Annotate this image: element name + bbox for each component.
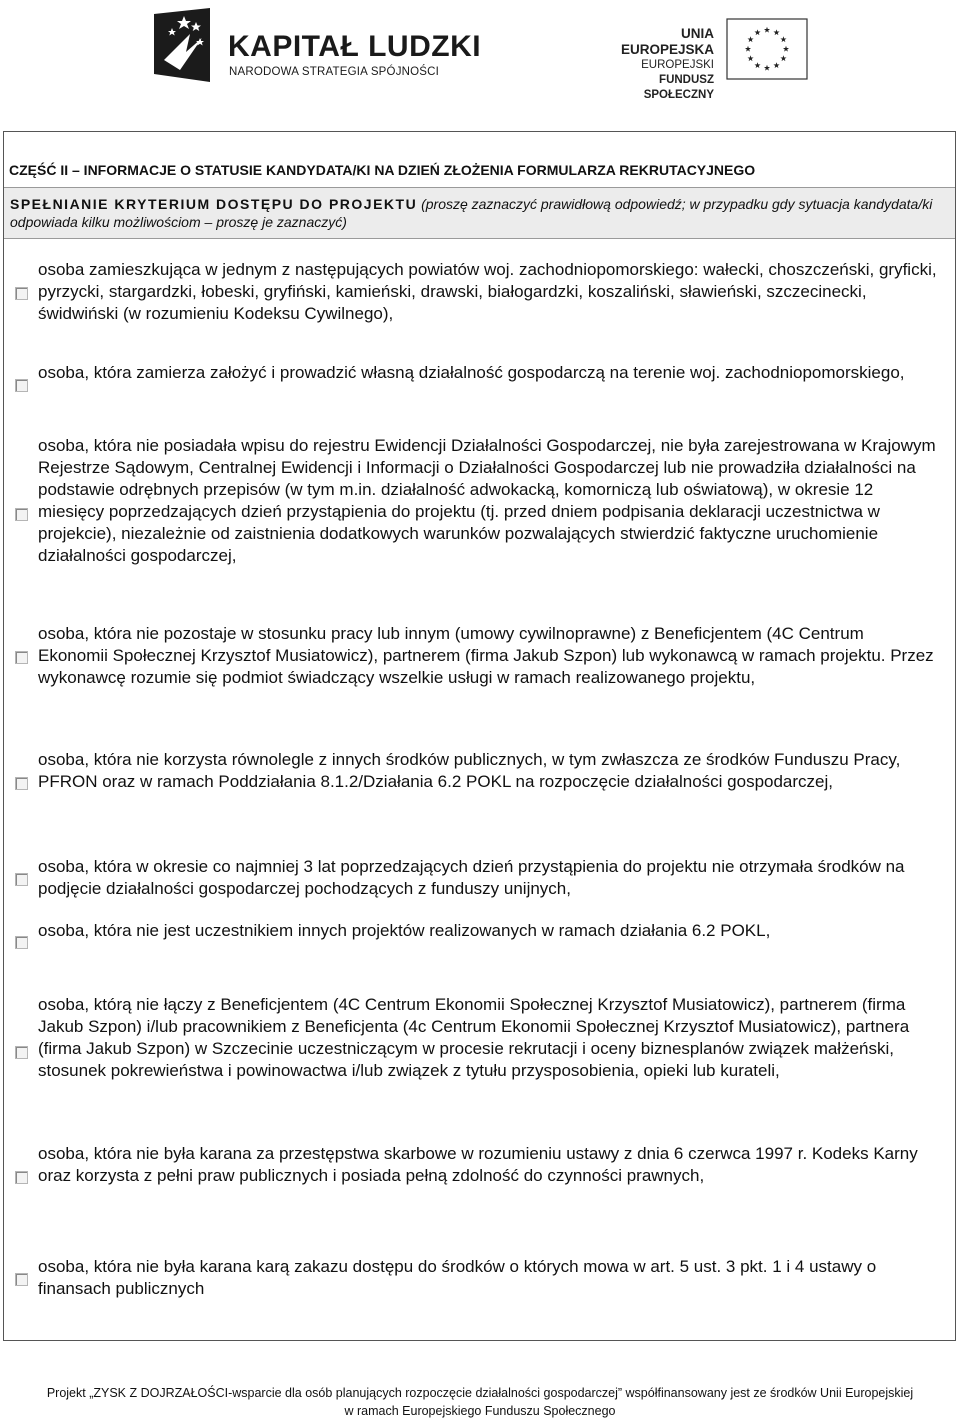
criteria-heading: SPEŁNIANIE KRYTERIUM DOSTĘPU DO PROJEKTU — [10, 196, 418, 212]
kapital-ludzki-subtitle: NARODOWA STRATEGIA SPÓJNOŚCI — [229, 66, 440, 78]
criterion-checkbox[interactable] — [15, 651, 28, 664]
criterion-text: osoba, która nie posiadała wpisu do rejestru Ewidencji Działalności Gospodarczej, nie była zarejestrowana w Krajowym Rejestrze Sądowym, Centralnej Ewidencji i Informacji o Działalności Gospodarczej lub nie prowadziła działalności na podstawie odrębnych przepisów (w tym m.in. działalność adwokacką, komorniczą lub oświatową), w okresie 12 miesięcy poprzedzających dzień przystąpienia do projektu (tj. przed dniem podpisania deklaracji uczestnictwa w projekcie), niezależnie od zaistnienia dodatkowych warunków pozwalających stwierdzić faktyczne uruchomienie działalności gospodarczej, — [38, 436, 936, 565]
criterion-text: osoba, która zamierza założyć i prowadzić własną działalność gospodarczą na terenie woj. zachodniopomorskiego, — [38, 363, 905, 382]
eu-logo-line1: UNIA EUROPEJSKA — [620, 26, 714, 57]
page-header — [0, 0, 960, 105]
criterion-checkbox[interactable] — [15, 777, 28, 790]
kapital-ludzki-emblem-icon — [150, 8, 214, 82]
criterion-checkbox[interactable] — [15, 1273, 28, 1286]
criterion-text: osoba, która w okresie co najmniej 3 lat poprzedzających dzień przystąpienia do projektu nie otrzymała środków na podjęcie działalności gospodarczej pochodzących z funduszy unijnych, — [38, 857, 905, 898]
criterion-checkbox[interactable] — [15, 287, 28, 300]
criterion-text: osoba, która nie pozostaje w stosunku pracy lub innym (umowy cywilnoprawne) z Beneficjentem (4C Centrum Ekonomii Społecznej Krzysztof Musiatowicz), partnerem (firma Jakub Szpon) lub wykonawcą w ramach projektu. Przez wykonawcę rozumie się podmiot świadczący wszelkie usługi w ramach realizowanego projektu, — [38, 624, 934, 687]
criterion-checkbox[interactable] — [15, 873, 28, 886]
criteria-header — [4, 187, 955, 239]
criterion-text: osoba, którą nie łączy z Beneficjentem (4C Centrum Ekonomii Społecznej Krzysztof Musiatowicz), partnerem (firma Jakub Szpon) i/lub pracownikiem z Beneficjenta (4c Centrum Ekonomii Społecznej Krzysztof Musiatowicz), partnera (firma Jakub Szpon) w Szczecinie uczestniczącym w procesie rekrutacji i oceny biznesplanów związek małżeński, stosunek pokrewieństwa i powinowactwa i/lub związek z tytułu przysposobienia, opieki lub kurateli, — [38, 995, 910, 1080]
criterion-text: osoba, która nie jest uczestnikiem innych projektów realizowanych w ramach działania 6.2 POKL, — [38, 921, 771, 940]
kapital-ludzki-title: KAPITAŁ LUDZKI — [228, 30, 482, 63]
criterion-text: osoba, która nie korzysta równolegle z innych środków publicznych, w tym zwłaszcza ze środków Funduszu Pracy, PFRON oraz w ramach Poddziałania 8.1.2/Działania 6.2 POKL na rozpoczęcie działalności gospodarczej, — [38, 750, 901, 791]
eu-logo-line3: FUNDUSZ SPOŁECZNY — [643, 74, 714, 101]
page-footer — [0, 1384, 960, 1420]
eu-logo-line2: EUROPEJSKI — [641, 59, 714, 71]
criterion-checkbox[interactable] — [15, 1046, 28, 1059]
section-title: CZĘŚĆ II – INFORMACJE O STATUSIE KANDYDATA/KI NA DZIEŃ ZŁOŻENIA FORMULARZA REKRUTACYJNEGO — [9, 162, 756, 178]
criteria-instruction: (proszę zaznaczyć prawidłową odpowiedź; w przypadku gdy sytuacja kandydata/ki odpowiada kilku możliwościom – proszę je zaznaczyć) — [10, 196, 933, 230]
criterion-checkbox[interactable] — [15, 379, 28, 392]
kapital-ludzki-logo — [150, 8, 482, 88]
footer-line2: w ramach Europejskiego Funduszu Społecznego — [344, 1404, 616, 1418]
eu-logo — [596, 26, 926, 101]
criterion-text: osoba zamieszkująca w jednym z następujących powiatów woj. zachodniopomorskiego: wałecki, choszczeński, gryficki, pyrzycki, stargardzki, łobeski, gryfiński, kamieński, drawski, białogardzki, koszaliński, sławieński, szczecinecki, świdwiński (w rozumieniu Kodeksu Cywilnego), — [38, 260, 937, 323]
form-section — [3, 131, 956, 1341]
criterion-checkbox[interactable] — [15, 936, 28, 949]
eu-stars-icon — [726, 18, 808, 80]
criterion-text: osoba, która nie była karana za przestępstwa skarbowe w rozumieniu ustawy z dnia 6 czerwca 1997 r. Kodeks Karny oraz korzysta z pełni praw publicznych i posiada pełną zdolność do czynności prawnych, — [38, 1144, 918, 1185]
footer-line1: Projekt „ZYSK Z DOJRZAŁOŚCI-wsparcie dla osób planujących rozpoczęcie działalności gospodarczej” współfinansowany jest ze środków Unii Europejskiej — [46, 1386, 914, 1400]
criterion-checkbox[interactable] — [15, 508, 28, 521]
criterion-checkbox[interactable] — [15, 1171, 28, 1184]
criterion-text: osoba, która nie była karana karą zakazu dostępu do środków o których mowa w art. 5 ust. 3 pkt. 1 i 4 ustawy o finansach publicznych — [38, 1257, 877, 1298]
